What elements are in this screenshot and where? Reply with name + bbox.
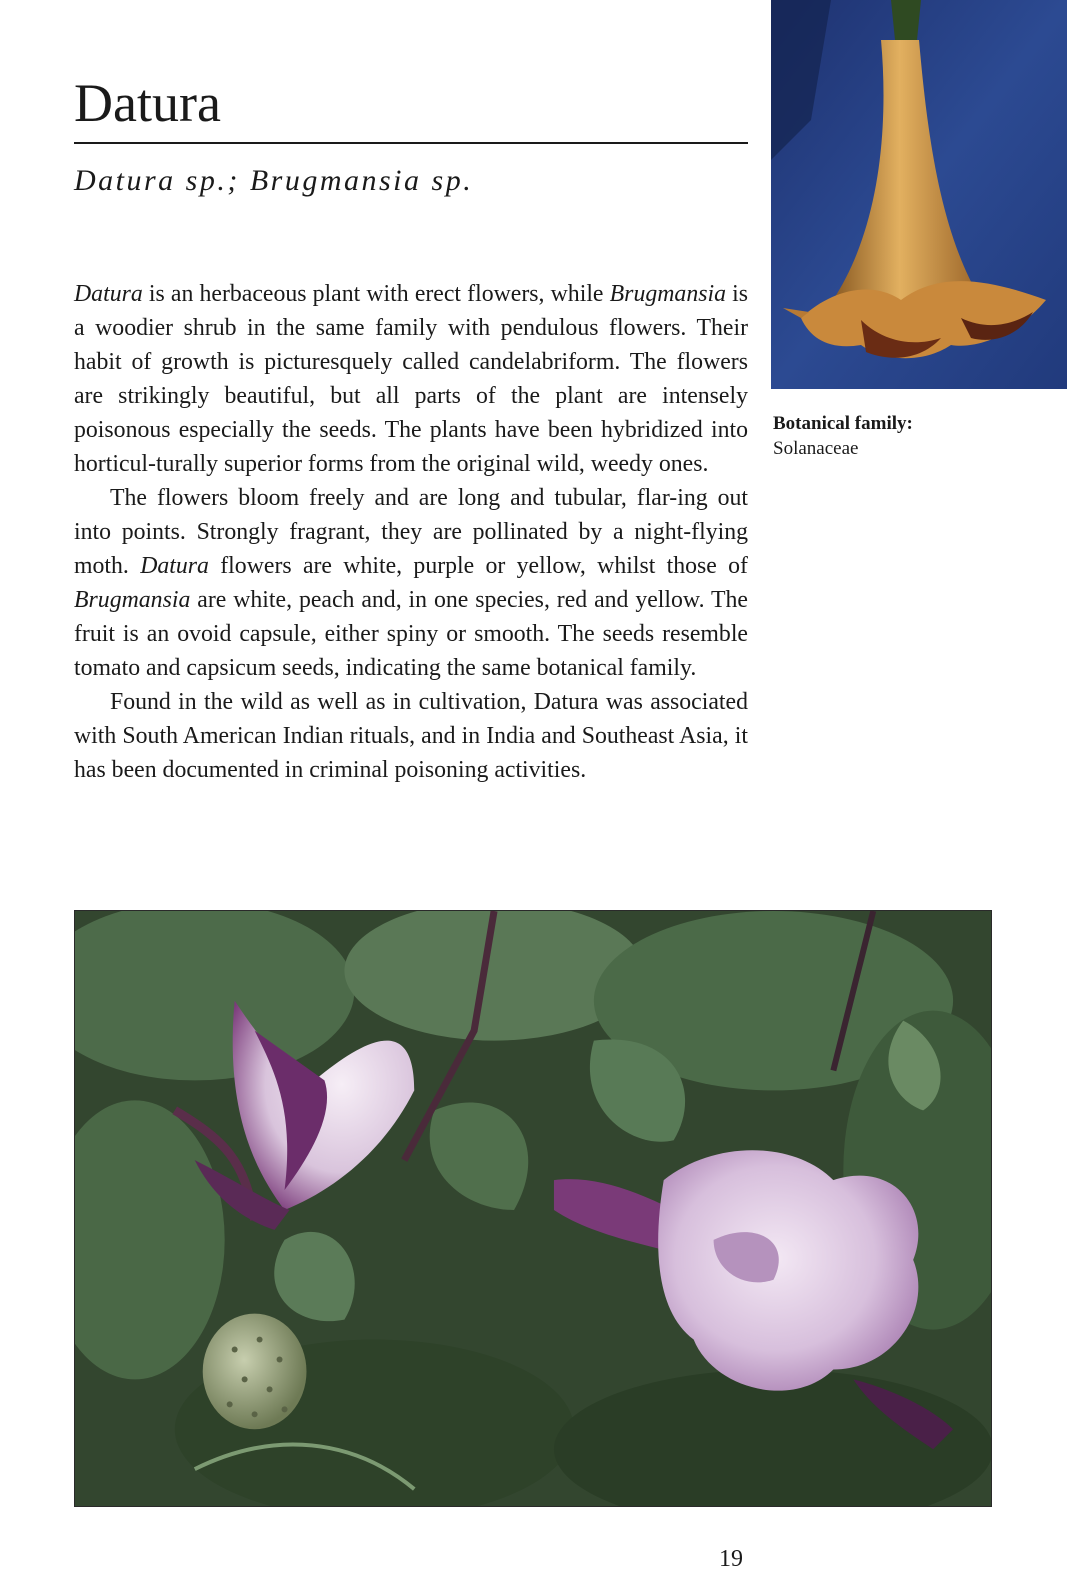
page-number: 19 <box>719 1546 743 1572</box>
brugmansia-photo <box>771 0 1067 389</box>
italic-term: Datura <box>74 281 143 307</box>
datura-flowers-illustration <box>75 911 991 1506</box>
body-text <box>74 277 748 787</box>
datura-photo <box>74 910 992 1507</box>
brugmansia-flower-illustration <box>771 0 1067 389</box>
italic-term: Datura <box>140 553 209 579</box>
page-title: Datura <box>74 73 221 133</box>
paragraph-2: The flowers bloom freely and are long and tubular, flar-ing out into points. Strongly fragrant, they are pollinated by a night-flying moth. Datura flowers are white, purple or yellow, whilst those of Brugmansia are white, peach and, in one species, red and yellow. The fruit is an ovoid capsule, either spiny or smooth. The seeds resemble tomato and capsicum seeds, indicating the same botanical family. <box>74 485 748 681</box>
botanical-family-label: Botanical family: <box>773 413 913 434</box>
botanical-family-value: Solanaceae <box>773 438 859 459</box>
paragraph-1: Datura is an herbaceous plant with erect flowers, while Brugmansia is a woodier shrub in the same family with pendulous flowers. Their habit of growth is picturesquely called candelabriform. The flowers are strikingly beautiful, but all parts of the plant are intensely poisonous especially the seeds. The plants have been hybridized into horticul-turally superior forms from the original wild, weedy ones. <box>74 281 749 477</box>
title-divider <box>74 142 748 144</box>
scientific-name: Datura sp.; Brugmansia sp. <box>74 164 474 197</box>
italic-term: Brugmansia <box>609 281 726 307</box>
italic-term: Brugmansia <box>74 587 191 613</box>
paragraph-3: Found in the wild as well as in cultivation, Datura was associated with South American Indian rituals, and in India and Southeast Asia, it has been documented in criminal poisoning activities. <box>74 689 748 783</box>
